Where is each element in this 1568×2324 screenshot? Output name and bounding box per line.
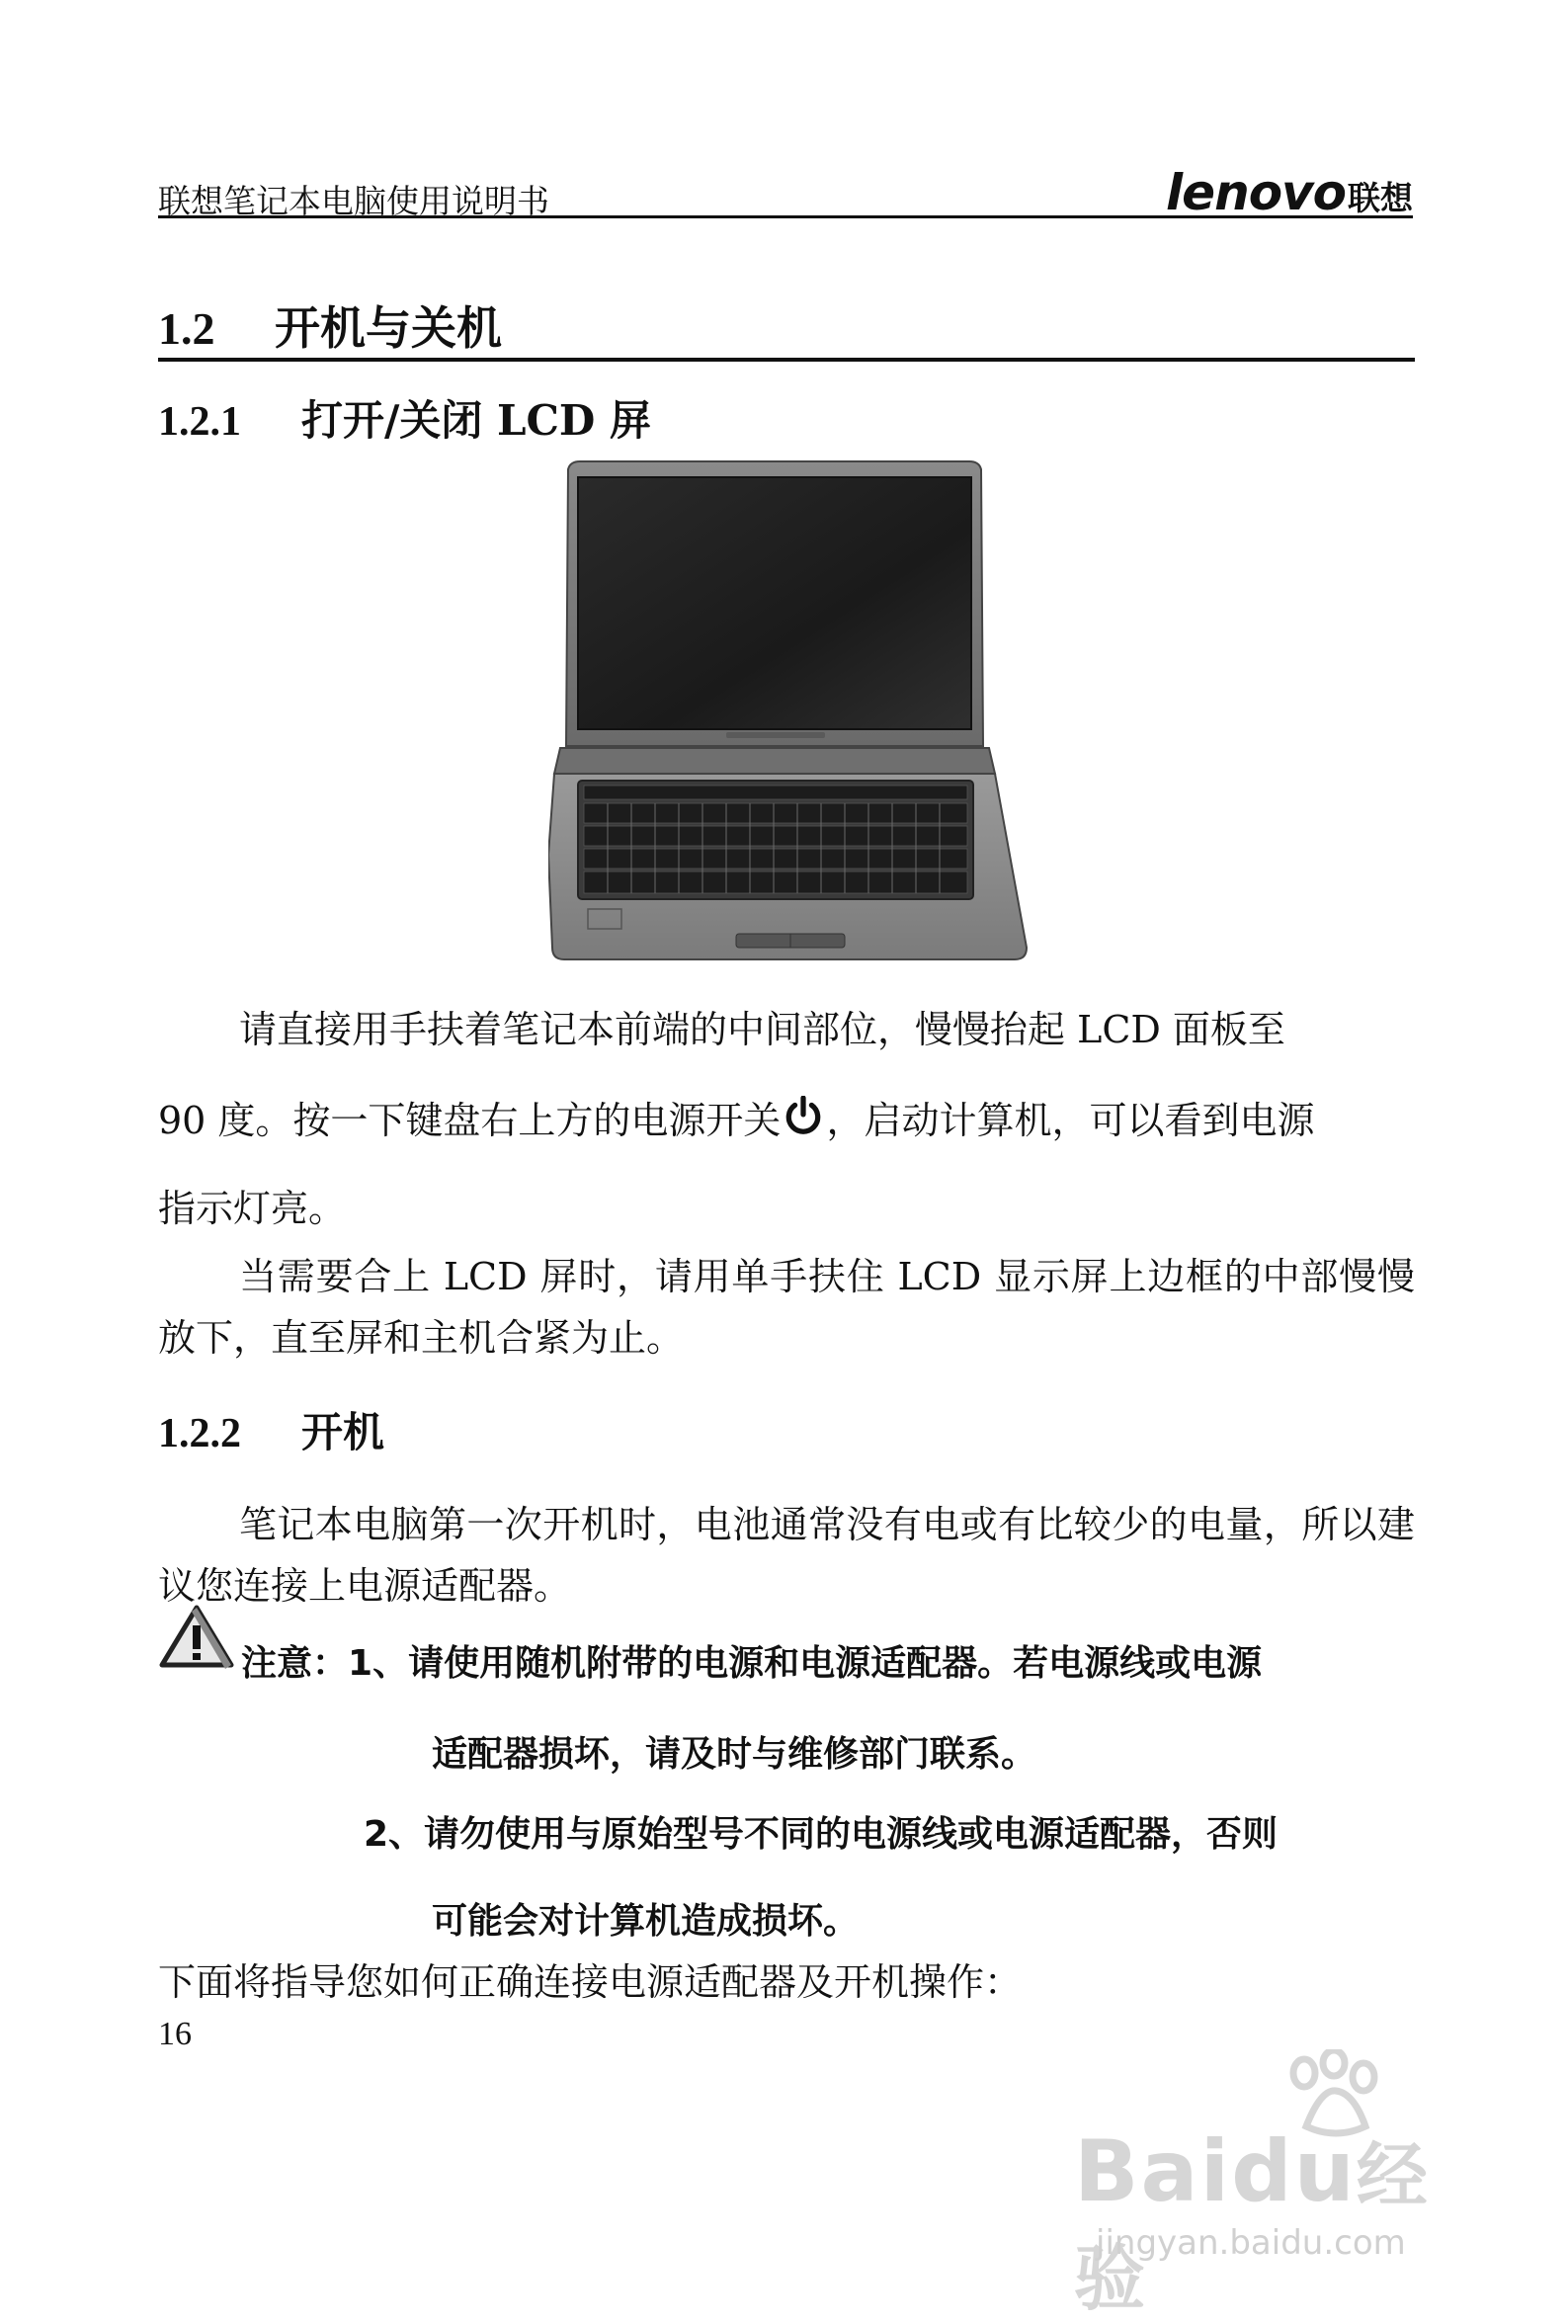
paragraph-first-boot: 笔记本电脑第一次开机时，电池通常没有电或有比较少的电量，所以建议您连接上电源适配器。	[158, 1503, 1415, 1608]
warning-triangle-icon	[158, 1604, 235, 1671]
subsection-heading-lcd	[158, 388, 651, 448]
paragraph-close-lcd: 当需要合上 LCD 屏时，请用单手扶住 LCD 显示屏上边框的中部慢慢放下，直至屏和主机合紧为止。	[158, 1255, 1415, 1360]
header-rule	[158, 215, 1413, 218]
document-title: 联想笔记本电脑使用说明书	[158, 182, 549, 220]
subsection-title: 开机	[301, 1408, 385, 1456]
paragraph-open-lcd-line1: 请直接用手扶着笔记本前端的中间部位，慢慢抬起 LCD 面板至	[239, 1008, 1285, 1051]
baidu-watermark	[1074, 2047, 1489, 2320]
note-label: 注意：	[241, 1643, 349, 1684]
watermark-brand: Bai	[1074, 2122, 1232, 2221]
note-item-1-continued: 适配器损坏，请及时与维修部门联系。	[432, 1734, 1037, 1775]
paragraph-instructions-lead: 下面将指导您如何正确连接电源适配器及开机操作：	[158, 1960, 1023, 2004]
subsection-number: 1.2.2	[158, 1411, 241, 1456]
section-title: 开机与关机	[275, 301, 502, 355]
section-number: 1.2	[158, 303, 215, 354]
paragraph-open-lcd-line2	[158, 1090, 1415, 1151]
logo-wordmark: lenovo	[1166, 164, 1346, 221]
watermark-cn: 经验	[1074, 2134, 1430, 2320]
logo-chinese: 联想	[1348, 179, 1413, 217]
laptop-image	[548, 459, 1031, 973]
note-item-2-continued: 可能会对计算机造成损坏。	[432, 1901, 860, 1942]
subsection-number: 1.2.1	[158, 399, 241, 445]
text-segment: 90 度。按一下键盘右上方的电源开关	[158, 1099, 782, 1142]
section-rule	[158, 358, 1415, 362]
watermark-brand2: du	[1231, 2122, 1357, 2221]
note-item-2: 2、请勿使用与原始型号不同的电源线或电源适配器，否则	[364, 1814, 1279, 1855]
watermark-url: jingyan.baidu.com	[1096, 2223, 1406, 2263]
text-segment: ，启动计算机，可以看到电源	[826, 1099, 1315, 1142]
subsection-title: 打开/关闭 LCD 屏	[301, 396, 651, 445]
lenovo-logo	[1166, 164, 1413, 221]
page-number: 16	[158, 2016, 192, 2052]
note-line-1	[241, 1635, 1262, 1686]
power-icon	[783, 1096, 824, 1137]
paragraph-open-lcd-line3: 指示灯亮。	[158, 1187, 347, 1230]
note-item-1: 1、请使用随机附带的电源和电源适配器。若电源线或电源	[348, 1643, 1263, 1684]
subsection-heading-poweron	[158, 1400, 384, 1459]
section-heading	[158, 292, 502, 358]
